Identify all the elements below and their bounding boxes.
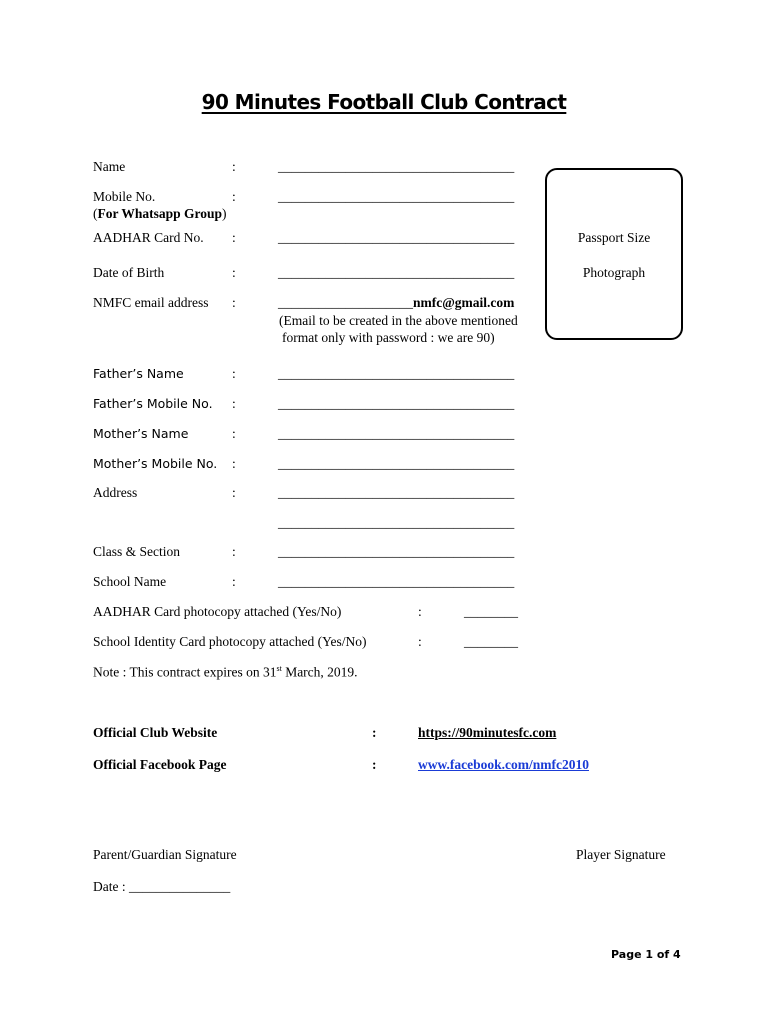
class-section-colon: :	[232, 544, 236, 559]
whatsapp-close-paren: )	[222, 206, 227, 221]
address-label: Address	[93, 485, 138, 500]
aadhar-copy-label: AADHAR Card photocopy attached (Yes/No)	[93, 604, 342, 619]
dob-colon: :	[232, 265, 236, 280]
father-name-label: Father’s Name	[93, 366, 184, 381]
player-signature-label: Player Signature	[576, 847, 666, 862]
mobile-field[interactable]: ___________________________________	[278, 189, 515, 204]
date-label: Date :	[93, 879, 129, 894]
website-label: Official Club Website	[93, 725, 218, 740]
mother-name-label: Mother’s Name	[93, 426, 189, 441]
school-name-field[interactable]: ___________________________________	[278, 574, 515, 589]
class-section-field[interactable]: ___________________________________	[278, 544, 515, 559]
expiry-note-prefix: Note : This contract expires on 31	[93, 664, 277, 680]
email-colon: :	[232, 295, 236, 310]
parent-signature-label: Parent/Guardian Signature	[93, 847, 237, 862]
mother-mobile-field[interactable]: ___________________________________	[278, 456, 515, 471]
website-colon: :	[372, 725, 377, 740]
father-mobile-colon: :	[232, 396, 236, 411]
date-row	[93, 879, 230, 895]
aadhar-copy-field[interactable]: ________	[464, 604, 518, 619]
page-title-text: 90 Minutes Football Club Contract	[201, 90, 567, 114]
mother-name-colon: :	[232, 426, 236, 441]
class-section-label: Class & Section	[93, 544, 180, 559]
aadhar-copy-colon: :	[418, 604, 422, 619]
father-mobile-field[interactable]: ___________________________________	[278, 396, 515, 411]
mother-mobile-colon: :	[232, 456, 236, 471]
aadhar-label: AADHAR Card No.	[93, 230, 204, 245]
email-note-2: format only with password : we are 90)	[282, 330, 495, 345]
dob-field[interactable]: ___________________________________	[278, 265, 515, 280]
expiry-note-suffix: March, 2019.	[281, 664, 358, 680]
aadhar-field[interactable]: ___________________________________	[278, 230, 515, 245]
address-field-1[interactable]: ___________________________________	[278, 485, 515, 500]
aadhar-colon: :	[232, 230, 236, 245]
school-id-copy-colon: :	[418, 634, 422, 649]
dob-label: Date of Birth	[93, 265, 165, 280]
mother-mobile-label: Mother’s Mobile No.	[93, 456, 218, 471]
facebook-colon: :	[372, 757, 377, 772]
whatsapp-label-text: For Whatsapp Group	[97, 206, 223, 221]
school-name-colon: :	[232, 574, 236, 589]
email-note-1: (Email to be created in the above mentioned	[279, 313, 518, 328]
address-colon: :	[232, 485, 236, 500]
whatsapp-label	[93, 206, 227, 222]
email-label: NMFC email address	[93, 295, 209, 310]
page-title	[0, 90, 768, 114]
mother-name-field[interactable]: ___________________________________	[278, 426, 515, 441]
passport-photo-box	[545, 168, 683, 340]
father-name-colon: :	[232, 366, 236, 381]
email-field[interactable]	[278, 295, 514, 311]
school-id-copy-label: School Identity Card photocopy attached (Yes/No)	[93, 634, 367, 649]
school-name-label: School Name	[93, 574, 167, 589]
website-link[interactable]: https://90minutesfc.com	[418, 725, 557, 740]
date-field[interactable]: _______________	[129, 879, 231, 894]
address-field-2[interactable]: ___________________________________	[278, 515, 515, 530]
facebook-link[interactable]: www.facebook.com/nmfc2010	[418, 757, 589, 772]
name-label: Name	[93, 159, 126, 174]
mobile-colon: :	[232, 189, 236, 204]
whatsapp-open-paren: (	[93, 206, 98, 221]
expiry-note	[93, 664, 358, 681]
name-field[interactable]: ___________________________________	[278, 159, 515, 174]
photo-label-line2: Photograph	[582, 265, 646, 280]
photo-label-line1: Passport Size	[577, 230, 651, 245]
facebook-label: Official Facebook Page	[93, 757, 227, 772]
mobile-label: Mobile No.	[93, 189, 156, 204]
email-suffix: nmfc@gmail.com	[413, 295, 515, 310]
name-colon: :	[232, 159, 236, 174]
email-blank: ____________________	[278, 295, 413, 310]
father-mobile-label: Father’s Mobile No.	[93, 396, 213, 411]
school-id-copy-field[interactable]: ________	[464, 634, 518, 649]
page-number: Page 1 of 4	[611, 948, 681, 961]
father-name-field[interactable]: ___________________________________	[278, 366, 515, 381]
expiry-note-sup: st	[276, 664, 282, 673]
